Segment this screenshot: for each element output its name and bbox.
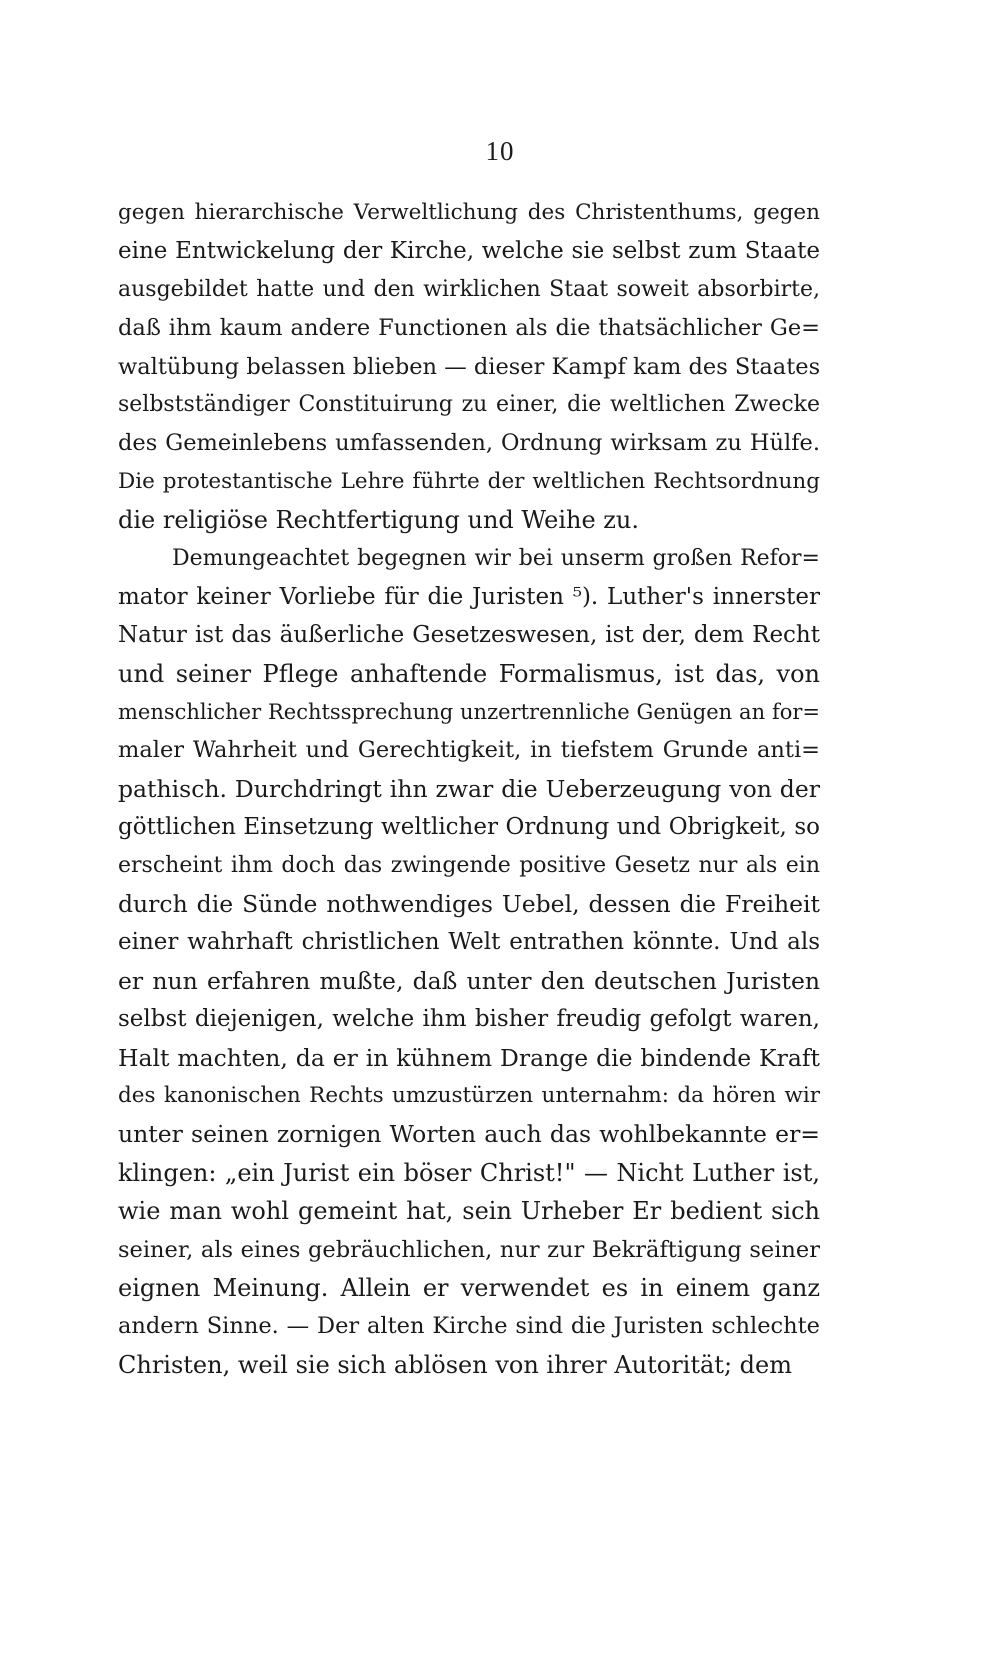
text-line: einer wahrhaft christlichen Welt entrathen könnte. Und als — [118, 929, 820, 956]
text-line: mator keiner Vorliebe für die Juristen ⁵). Luther's innerster — [118, 583, 820, 610]
text-line: und seiner Pflege anhaftende Formalismus, ist das, von — [118, 659, 820, 688]
text-line: maler Wahrheit und Gerechtigkeit, in tiefstem Grunde anti= — [118, 737, 820, 764]
text-line: seiner, als eines gebräuchlichen, nur zur Bekräftigung seiner — [118, 1236, 820, 1263]
text-line: ausgebildet hatte und den wirklichen Staat soweit absorbirte, — [118, 276, 820, 302]
text-line: wie man wohl gemeint hat, sein Urheber Er bedient sich — [118, 1197, 820, 1226]
text-line: Natur ist das äußerliche Gesetzeswesen, ist der, dem Recht — [118, 622, 820, 649]
text-line: göttlichen Einsetzung weltlicher Ordnung und Obrigkeit, so — [118, 814, 820, 841]
text-line: waltübung belassen blieben — dieser Kampf kam des Staates — [118, 353, 820, 380]
text-line: Demungeachtet begegnen wir bei unserm großen Refor= — [172, 545, 820, 571]
text-line: Die protestantische Lehre führte der weltlichen Rechtsordnung — [118, 468, 820, 494]
text-line: klingen: „ein Jurist ein böser Christ!" — Nicht Luther ist, — [118, 1158, 820, 1187]
text-line: durch die Sünde nothwendiges Uebel, dessen die Freiheit — [118, 890, 820, 919]
text-line: erscheint ihm doch das zwingende positive Gesetz nur als ein — [118, 852, 820, 878]
text-line: daß ihm kaum andere Functionen als die thatsächlicher Ge= — [118, 315, 820, 342]
paragraph — [118, 540, 820, 1385]
text-line: des Gemeinlebens umfassenden, Ordnung wirksam zu Hülfe. — [118, 430, 820, 457]
body-text — [118, 194, 820, 1384]
text-line: selbst diejenigen, welche ihm bisher freudig gefolgt waren, — [118, 1006, 820, 1033]
text-line: menschlicher Rechtssprechung unzertrennliche Genügen an for= — [118, 700, 820, 725]
text-line: eine Entwickelung der Kirche, welche sie selbst zum Staate — [118, 238, 820, 265]
text-line: Christen, weil sie sich ablösen von ihrer Autorität; dem — [118, 1350, 792, 1379]
text-line: andern Sinne. — Der alten Kirche sind die Juristen schlechte — [118, 1313, 820, 1340]
text-line: gegen hierarchische Verweltlichung des Christenthums, gegen — [118, 200, 820, 225]
text-line: des kanonischen Rechts umzustürzen unternahm: da hören wir — [118, 1082, 820, 1108]
text-line: pathisch. Durchdringt ihn zwar die Ueberzeugung von der — [118, 774, 820, 803]
text-line: die religiöse Rechtfertigung und Weihe zu. — [118, 506, 640, 535]
text-line: Halt machten, da er in kühnem Drange die bindende Kraft — [118, 1043, 820, 1072]
page-number: 10 — [485, 136, 515, 166]
text-line: selbstständiger Constituirung zu einer, die weltlichen Zwecke — [118, 391, 820, 417]
text-line: eignen Meinung. Allein er verwendet es in einem ganz — [118, 1273, 820, 1302]
text-line: er nun erfahren mußte, daß unter den deutschen Juristen — [118, 966, 820, 995]
text-line: unter seinen zornigen Worten auch das wohlbekannte er= — [118, 1120, 820, 1149]
paragraph — [118, 194, 820, 540]
